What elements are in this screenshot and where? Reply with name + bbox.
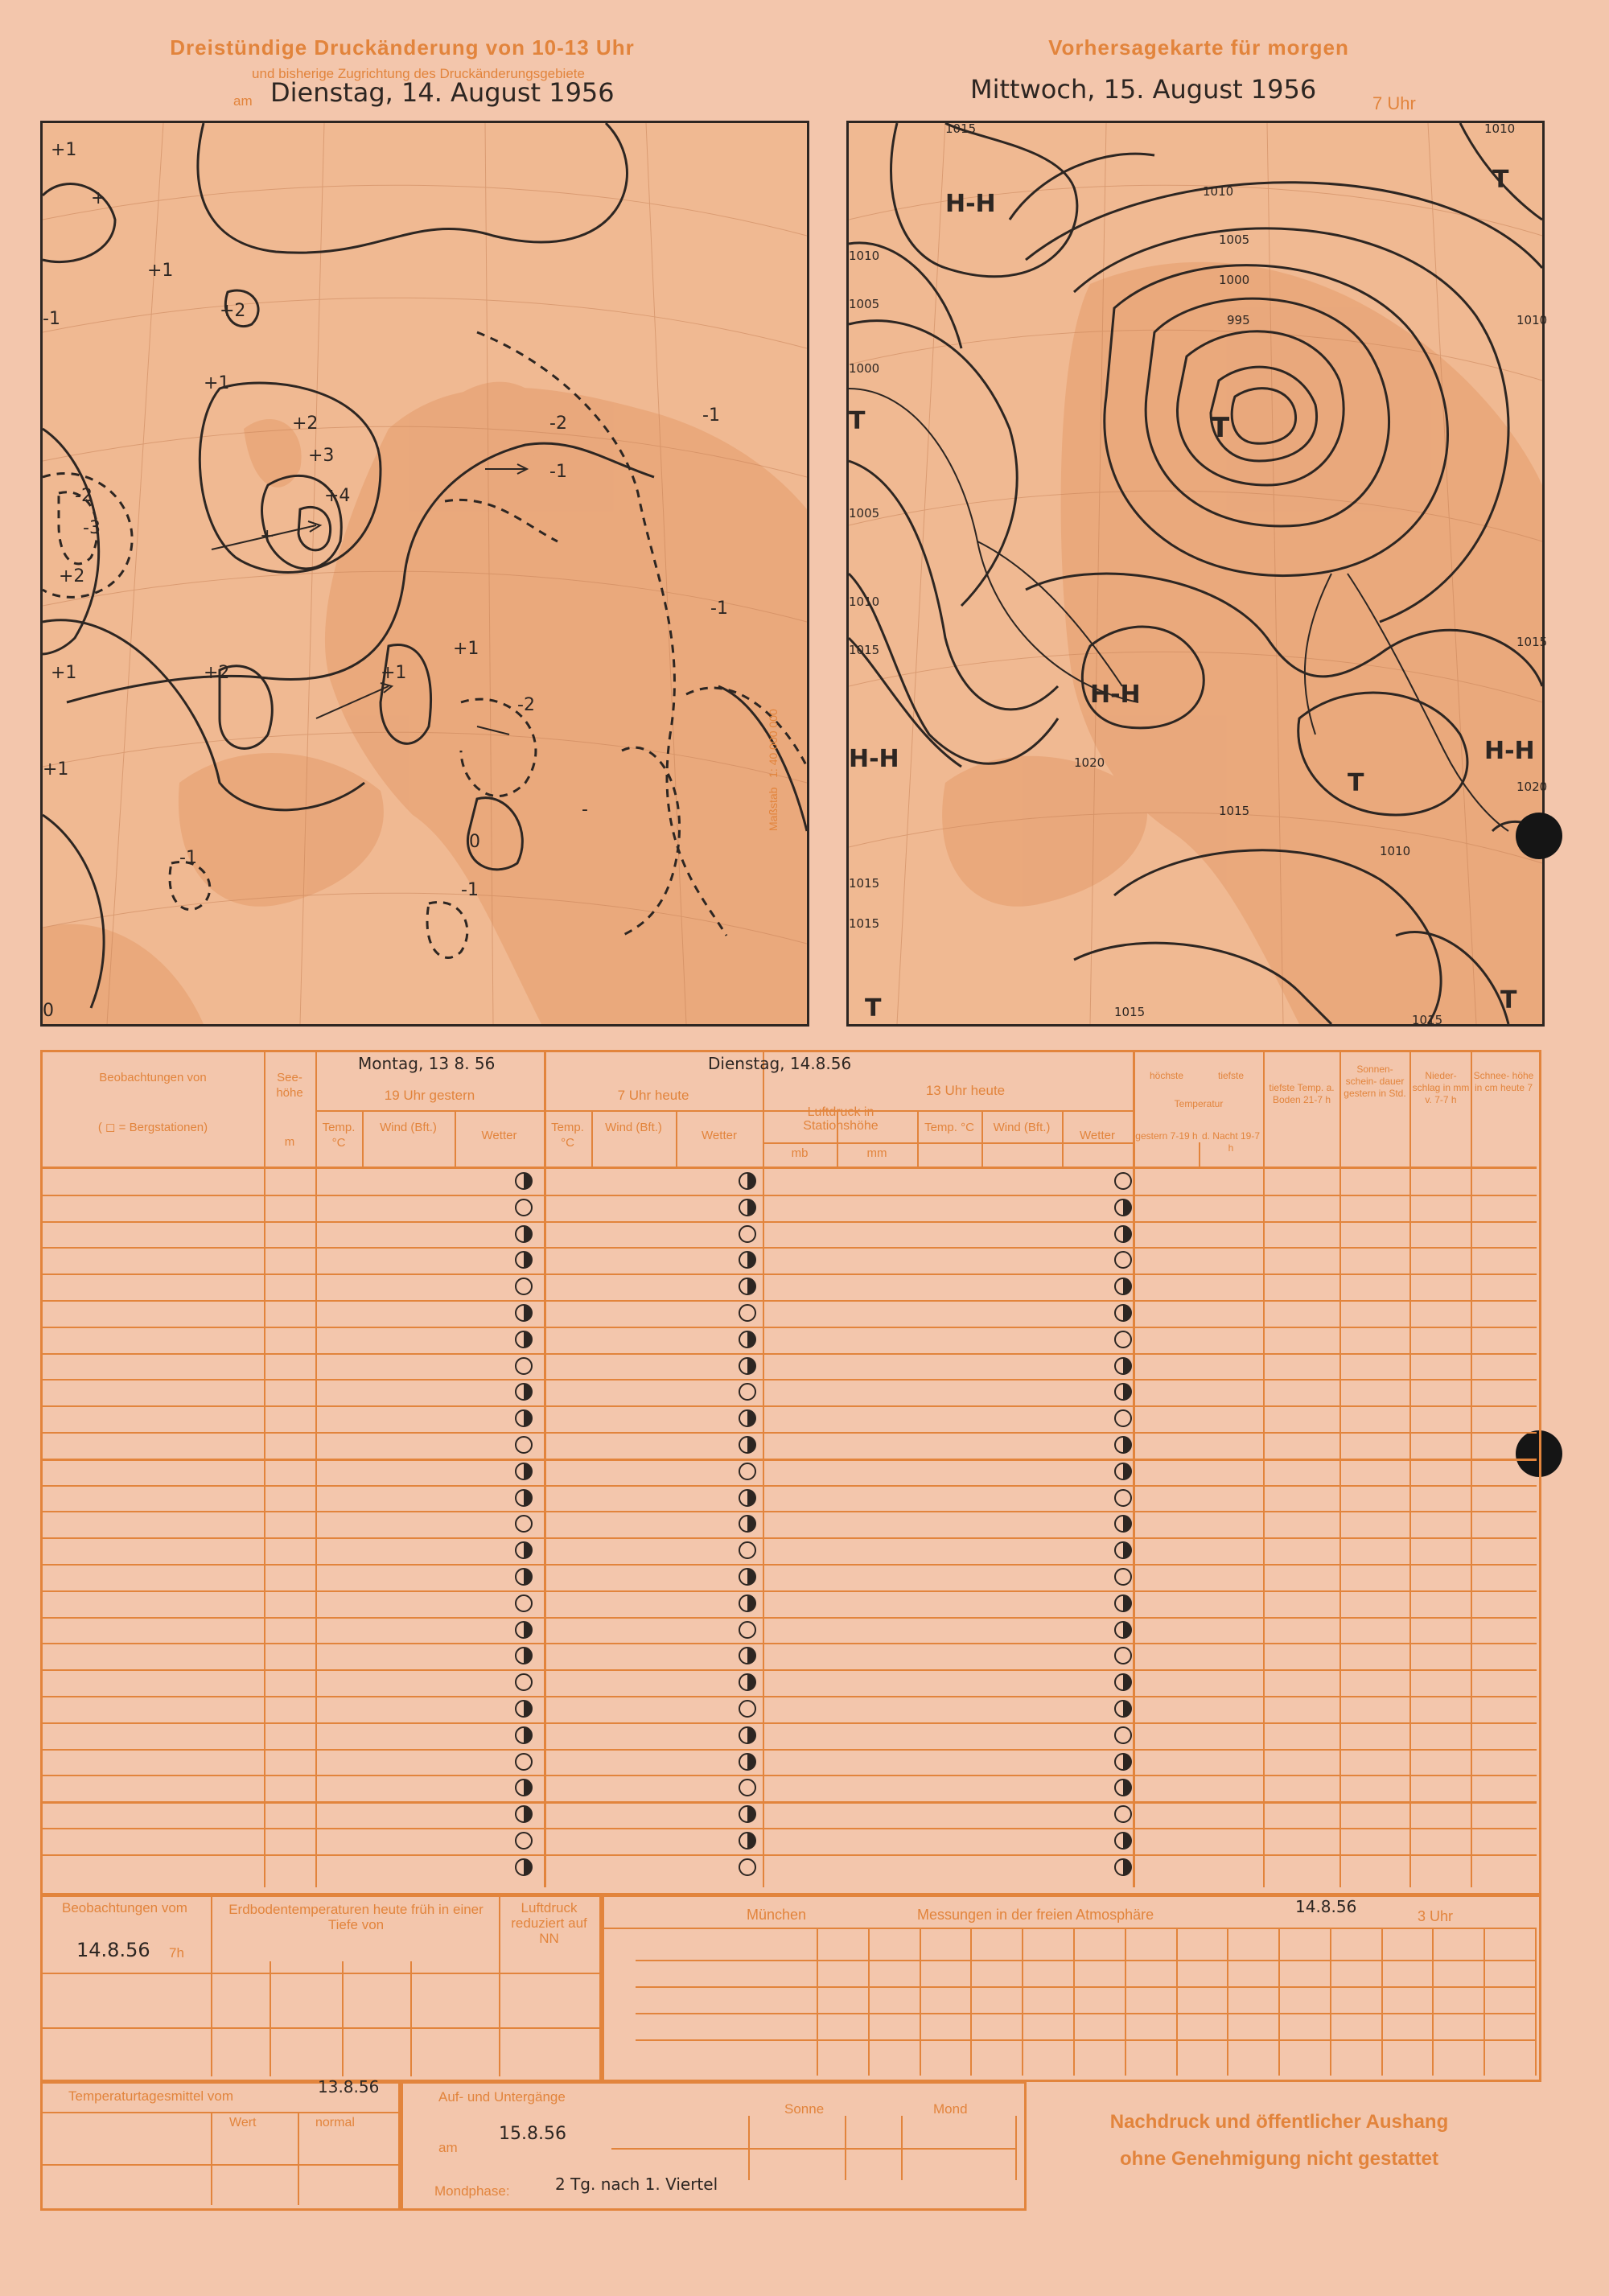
weather-symbol-d2 xyxy=(739,1594,756,1612)
svg-text:+1: +1 xyxy=(381,663,407,683)
reprint-notice-line2: ohne Genehmigung nicht gestattet xyxy=(1119,2148,1438,2170)
pressure-change-map-drawing xyxy=(43,123,807,1024)
weather-symbol-d1 xyxy=(515,1436,533,1454)
left-map-subtitle: und bisherige Zugrichtung des Druckänderungsgebiete xyxy=(252,66,585,81)
svg-text:T: T xyxy=(1211,412,1230,444)
weather-symbol-d3 xyxy=(1114,1594,1132,1612)
atmos-col-line xyxy=(1381,1929,1383,2076)
soil-title: Erdbodentemperaturen heute früh in einer Tiefe von xyxy=(228,1902,484,1932)
svg-text:-1: -1 xyxy=(549,462,567,482)
left-map-date: Dienstag, 14. August 1956 xyxy=(270,77,615,108)
weather-symbol-d3 xyxy=(1114,1700,1132,1718)
weather-symbol-d3 xyxy=(1114,1463,1132,1480)
weather-symbol-d2 xyxy=(739,1331,756,1348)
row-divider xyxy=(40,1195,1537,1196)
row-divider xyxy=(40,1353,1537,1355)
svg-text:1015: 1015 xyxy=(1516,635,1548,649)
weather-symbol-d2 xyxy=(739,1225,756,1243)
row-divider xyxy=(40,1749,1537,1751)
weather-symbol-d1 xyxy=(515,1568,533,1586)
atmos-col-line xyxy=(817,1929,818,2076)
header-temp-d3: Temp. °C xyxy=(924,1121,974,1134)
weather-symbol-d2 xyxy=(739,1568,756,1586)
svg-text:1015: 1015 xyxy=(1412,1013,1443,1027)
svg-text:1005: 1005 xyxy=(849,506,880,521)
svg-text:+1: +1 xyxy=(147,261,174,281)
weather-symbol-d1 xyxy=(515,1357,533,1375)
svg-text:1010: 1010 xyxy=(849,595,880,609)
header-mm: mm xyxy=(866,1146,887,1160)
weather-symbol-d3 xyxy=(1114,1726,1132,1744)
header-boden: tiefste Temp. a. Boden 21-7 h xyxy=(1269,1082,1335,1105)
weather-symbol-d1 xyxy=(515,1225,533,1243)
row-divider xyxy=(40,1327,1537,1328)
svg-text:-2: -2 xyxy=(517,695,535,715)
header-pressure: Luftdruck in Stationshöhe xyxy=(803,1105,879,1133)
row-divider xyxy=(40,1405,1537,1407)
weather-symbol-d2 xyxy=(739,1858,756,1876)
row-divider xyxy=(40,1722,1537,1724)
svg-text:1015: 1015 xyxy=(945,121,977,136)
svg-text:-1: -1 xyxy=(702,405,720,426)
atmos-row-line xyxy=(636,2039,1537,2041)
header-station: Beobachtungen von xyxy=(99,1071,207,1084)
header-13uhr: 13 Uhr heute xyxy=(925,1083,1006,1098)
svg-text:1010: 1010 xyxy=(1380,844,1411,858)
weather-symbol-d1 xyxy=(515,1832,533,1850)
weather-symbol-d1 xyxy=(515,1489,533,1507)
svg-text:+4: +4 xyxy=(324,486,351,506)
sun-mond-label: Mond xyxy=(933,2101,968,2117)
weather-symbol-d2 xyxy=(739,1436,756,1454)
header-regen: Nieder- schlag in mm v. 7-7 h xyxy=(1412,1070,1470,1105)
row-divider xyxy=(40,1221,1537,1223)
weather-symbol-d3 xyxy=(1114,1225,1132,1243)
svg-text:+3: +3 xyxy=(308,446,335,466)
weather-symbol-d2 xyxy=(739,1463,756,1480)
row-divider xyxy=(40,1669,1537,1671)
row-divider xyxy=(40,1300,1537,1302)
sun-title: Auf- und Untergänge xyxy=(438,2089,566,2105)
svg-text:-1: -1 xyxy=(461,880,479,900)
weather-symbol-d2 xyxy=(739,1832,756,1850)
header-wetter-d3: Wetter xyxy=(1080,1129,1115,1142)
svg-text:+1: +1 xyxy=(453,639,479,659)
mondphase-label: Mondphase: xyxy=(434,2183,510,2199)
weather-symbol-d2 xyxy=(739,1700,756,1718)
row-divider xyxy=(40,1643,1537,1644)
weather-symbol-d1 xyxy=(515,1463,533,1480)
svg-text:1000: 1000 xyxy=(849,361,880,376)
weather-symbol-d3 xyxy=(1114,1357,1132,1375)
atmos-col-line xyxy=(1330,1929,1331,2076)
svg-text:1010: 1010 xyxy=(1516,313,1548,327)
weather-symbol-d1 xyxy=(515,1304,533,1322)
atmos-col-line xyxy=(868,1929,870,2076)
weather-symbol-d2 xyxy=(739,1304,756,1322)
weather-symbol-d2 xyxy=(739,1489,756,1507)
weather-symbol-d2 xyxy=(739,1726,756,1744)
atmos-col-line xyxy=(1278,1929,1280,2076)
weather-symbol-d2 xyxy=(739,1753,756,1771)
header-temp-d2: Temp. °C xyxy=(551,1121,584,1150)
svg-text:+1: +1 xyxy=(43,759,69,780)
atmos-col-line xyxy=(1432,1929,1434,2076)
weather-symbol-d3 xyxy=(1114,1858,1132,1876)
punch-hole-top xyxy=(1516,813,1562,859)
atmos-date: 14.8.56 xyxy=(1295,1897,1357,1916)
soil-obs-date: 14.8.56 xyxy=(76,1939,150,1961)
svg-text:T: T xyxy=(849,407,866,435)
weather-symbol-d2 xyxy=(739,1199,756,1216)
svg-text:T: T xyxy=(1500,986,1517,1014)
svg-text:H-H: H-H xyxy=(945,190,996,218)
soil-pressure-label: Luftdruck reduziert auf NN xyxy=(511,1900,587,1946)
svg-text:-1: -1 xyxy=(710,599,728,619)
svg-text:1015: 1015 xyxy=(849,876,880,891)
left-map-am-label: am xyxy=(233,93,253,109)
forecast-map xyxy=(846,121,1548,1027)
svg-text:+2: +2 xyxy=(220,301,246,321)
header-gestern-range: gestern 7-19 h xyxy=(1135,1130,1198,1142)
tagesmittel-date: 13.8.56 xyxy=(318,2077,380,2096)
row-divider xyxy=(40,1590,1537,1592)
weather-symbol-d1 xyxy=(515,1726,533,1744)
weather-symbol-d2 xyxy=(739,1172,756,1190)
svg-text:-2: -2 xyxy=(549,414,567,434)
right-map-date: Mittwoch, 15. August 1956 xyxy=(970,74,1317,105)
row-divider xyxy=(40,1564,1537,1566)
tagesmittel-title: Temperaturtagesmittel vom xyxy=(68,2088,234,2104)
svg-text:-1: -1 xyxy=(43,309,60,329)
atmos-col-line xyxy=(920,1929,921,2076)
svg-text:+2: +2 xyxy=(204,663,230,683)
atmos-col-line xyxy=(1227,1929,1228,2076)
svg-text:+: + xyxy=(260,526,275,546)
atmos-time: 3 Uhr xyxy=(1418,1908,1454,1924)
svg-text:-: - xyxy=(582,800,588,820)
header-station-note: ( ◻ = Bergstationen) xyxy=(97,1121,208,1134)
atmos-row-line xyxy=(636,2013,1537,2014)
atmos-col-line xyxy=(1176,1929,1178,2076)
svg-text:0: 0 xyxy=(469,832,480,852)
weather-symbol-d3 xyxy=(1114,1489,1132,1507)
svg-text:1005: 1005 xyxy=(849,297,880,311)
header-wind-d2: Wind (Bft.) xyxy=(605,1121,662,1134)
svg-text:+2: +2 xyxy=(59,566,85,586)
reprint-notice-line1: Nachdruck und öffentlicher Aushang xyxy=(1109,2111,1449,2133)
atmos-col-line xyxy=(1483,1929,1485,2076)
row-divider xyxy=(40,1511,1537,1512)
weather-symbol-d1 xyxy=(515,1858,533,1876)
svg-text:1005: 1005 xyxy=(1219,232,1250,247)
sun-sonne-label: Sonne xyxy=(784,2101,825,2117)
atmos-station: München xyxy=(747,1907,807,1923)
weather-symbol-d2 xyxy=(739,1357,756,1375)
header-wetter-d2: Wetter xyxy=(702,1129,737,1142)
header-wetter-d1: Wetter xyxy=(481,1129,517,1142)
svg-text:1000: 1000 xyxy=(1219,273,1250,287)
row-divider xyxy=(40,1273,1537,1275)
svg-text:-1: -1 xyxy=(179,848,197,868)
mondphase-value: 2 Tg. nach 1. Viertel xyxy=(555,2175,718,2194)
atmos-col-line xyxy=(1125,1929,1126,2076)
svg-text:-3: -3 xyxy=(83,518,101,538)
atmos-row-line xyxy=(636,1986,1537,1988)
svg-text:995: 995 xyxy=(1227,313,1250,327)
svg-text:+2: +2 xyxy=(292,414,319,434)
row-divider xyxy=(40,1617,1537,1619)
sun-am: am xyxy=(438,2140,458,2155)
weather-symbol-d1 xyxy=(515,1331,533,1348)
soil-obs-time: 7h xyxy=(169,1945,184,1961)
atmos-title: Messungen in der freien Atmosphäre xyxy=(917,1907,1154,1923)
header-wind-d1: Wind (Bft.) xyxy=(380,1121,437,1134)
header-nacht-range: d. Nacht 19-7 h xyxy=(1201,1130,1261,1154)
weather-symbol-d3 xyxy=(1114,1568,1132,1586)
row-divider xyxy=(40,1485,1537,1487)
row-divider xyxy=(40,1459,1537,1461)
weather-symbol-d3 xyxy=(1114,1621,1132,1639)
svg-text:T: T xyxy=(1348,769,1364,797)
weather-symbol-d1 xyxy=(515,1199,533,1216)
weather-symbol-d1 xyxy=(515,1172,533,1190)
header-altitude-unit: m xyxy=(284,1135,295,1149)
svg-text:1015: 1015 xyxy=(1114,1005,1146,1019)
right-map-title: Vorhersagekarte für morgen xyxy=(1048,35,1349,60)
left-map-title: Dreistündige Druckänderung von 10-13 Uhr xyxy=(170,35,635,60)
atmos-col-line xyxy=(1073,1929,1075,2076)
row-divider xyxy=(40,1432,1537,1434)
header-altitude: See- höhe xyxy=(276,1071,303,1100)
svg-text:1020: 1020 xyxy=(1074,755,1105,770)
svg-text:1020: 1020 xyxy=(1516,780,1548,794)
svg-text:H-H: H-H xyxy=(1484,737,1535,765)
row-divider xyxy=(40,1801,1537,1804)
row-divider xyxy=(40,1775,1537,1776)
header-max: höchste xyxy=(1149,1070,1184,1081)
svg-text:T: T xyxy=(865,994,882,1023)
weather-symbol-d3 xyxy=(1114,1304,1132,1322)
svg-text:1010: 1010 xyxy=(849,249,880,263)
weather-symbol-d3 xyxy=(1114,1436,1132,1454)
atmos-col-line xyxy=(1535,1929,1537,2076)
svg-text:1010: 1010 xyxy=(1484,121,1516,136)
header-temperatur: Temperatur xyxy=(1174,1098,1224,1109)
reprint-notice xyxy=(1038,2104,1521,2178)
svg-text:1015: 1015 xyxy=(1219,804,1250,818)
header-min: tiefste xyxy=(1217,1070,1244,1081)
header-mb: mb xyxy=(791,1146,809,1160)
svg-text:+1: +1 xyxy=(204,373,230,393)
weather-symbol-d1 xyxy=(515,1621,533,1639)
row-divider xyxy=(40,1247,1537,1249)
header-day1-sub: 19 Uhr gestern xyxy=(384,1088,475,1103)
weather-symbol-d3 xyxy=(1114,1753,1132,1771)
tagesmittel-wert-label: Wert xyxy=(229,2116,257,2129)
header-wind-d3: Wind (Bft.) xyxy=(993,1121,1051,1134)
svg-text:1010: 1010 xyxy=(1203,184,1234,199)
row-divider xyxy=(40,1379,1537,1380)
weather-symbol-d1 xyxy=(515,1700,533,1718)
soil-obs-label: Beobachtungen vom xyxy=(62,1900,187,1915)
tagesmittel-normal-label: normal xyxy=(315,2116,355,2129)
weather-symbol-d3 xyxy=(1114,1331,1132,1348)
weather-symbol-d1 xyxy=(515,1594,533,1612)
atmos-row-line xyxy=(636,1960,1537,1961)
atmos-col-line xyxy=(970,1929,972,2076)
svg-text:0: 0 xyxy=(43,1001,54,1021)
sun-date: 15.8.56 xyxy=(499,2124,566,2144)
header-day1: Montag, 13 8. 56 xyxy=(358,1054,496,1073)
svg-text:H-H: H-H xyxy=(1090,681,1141,709)
header-schnee: Schnee- höhe in cm heute 7 xyxy=(1473,1070,1534,1093)
svg-text:+: + xyxy=(91,188,106,208)
svg-text:1015: 1015 xyxy=(849,643,880,657)
header-day2: Dienstag, 14.8.56 xyxy=(708,1054,852,1073)
svg-text:+1: +1 xyxy=(51,140,77,160)
weather-symbol-d2 xyxy=(739,1621,756,1639)
svg-text:H-H: H-H xyxy=(849,745,899,773)
weather-symbol-d3 xyxy=(1114,1199,1132,1216)
scale-label: Maßstab 1: 40 000 000 xyxy=(767,709,780,831)
forecast-map-drawing xyxy=(849,121,1548,1027)
weather-symbol-d1 xyxy=(515,1753,533,1771)
row-divider xyxy=(40,1696,1537,1697)
svg-text:-2: -2 xyxy=(75,486,93,506)
header-sonne: Sonnen- schein- dauer gestern in Std. xyxy=(1344,1064,1406,1099)
pressure-change-map xyxy=(40,121,809,1027)
row-divider xyxy=(40,1537,1537,1539)
header-temp-d1: Temp. °C xyxy=(322,1121,356,1150)
svg-text:+1: +1 xyxy=(51,663,77,683)
svg-text:1015: 1015 xyxy=(849,916,880,931)
header-7uhr: 7 Uhr heute xyxy=(617,1088,689,1103)
weather-symbol-d3 xyxy=(1114,1172,1132,1190)
atmos-col-line xyxy=(1022,1929,1023,2076)
svg-text:T: T xyxy=(1492,166,1509,194)
weather-symbol-d3 xyxy=(1114,1832,1132,1850)
row-divider xyxy=(40,1828,1537,1829)
right-map-time: 7 Uhr xyxy=(1372,93,1416,113)
row-divider xyxy=(40,1854,1537,1856)
